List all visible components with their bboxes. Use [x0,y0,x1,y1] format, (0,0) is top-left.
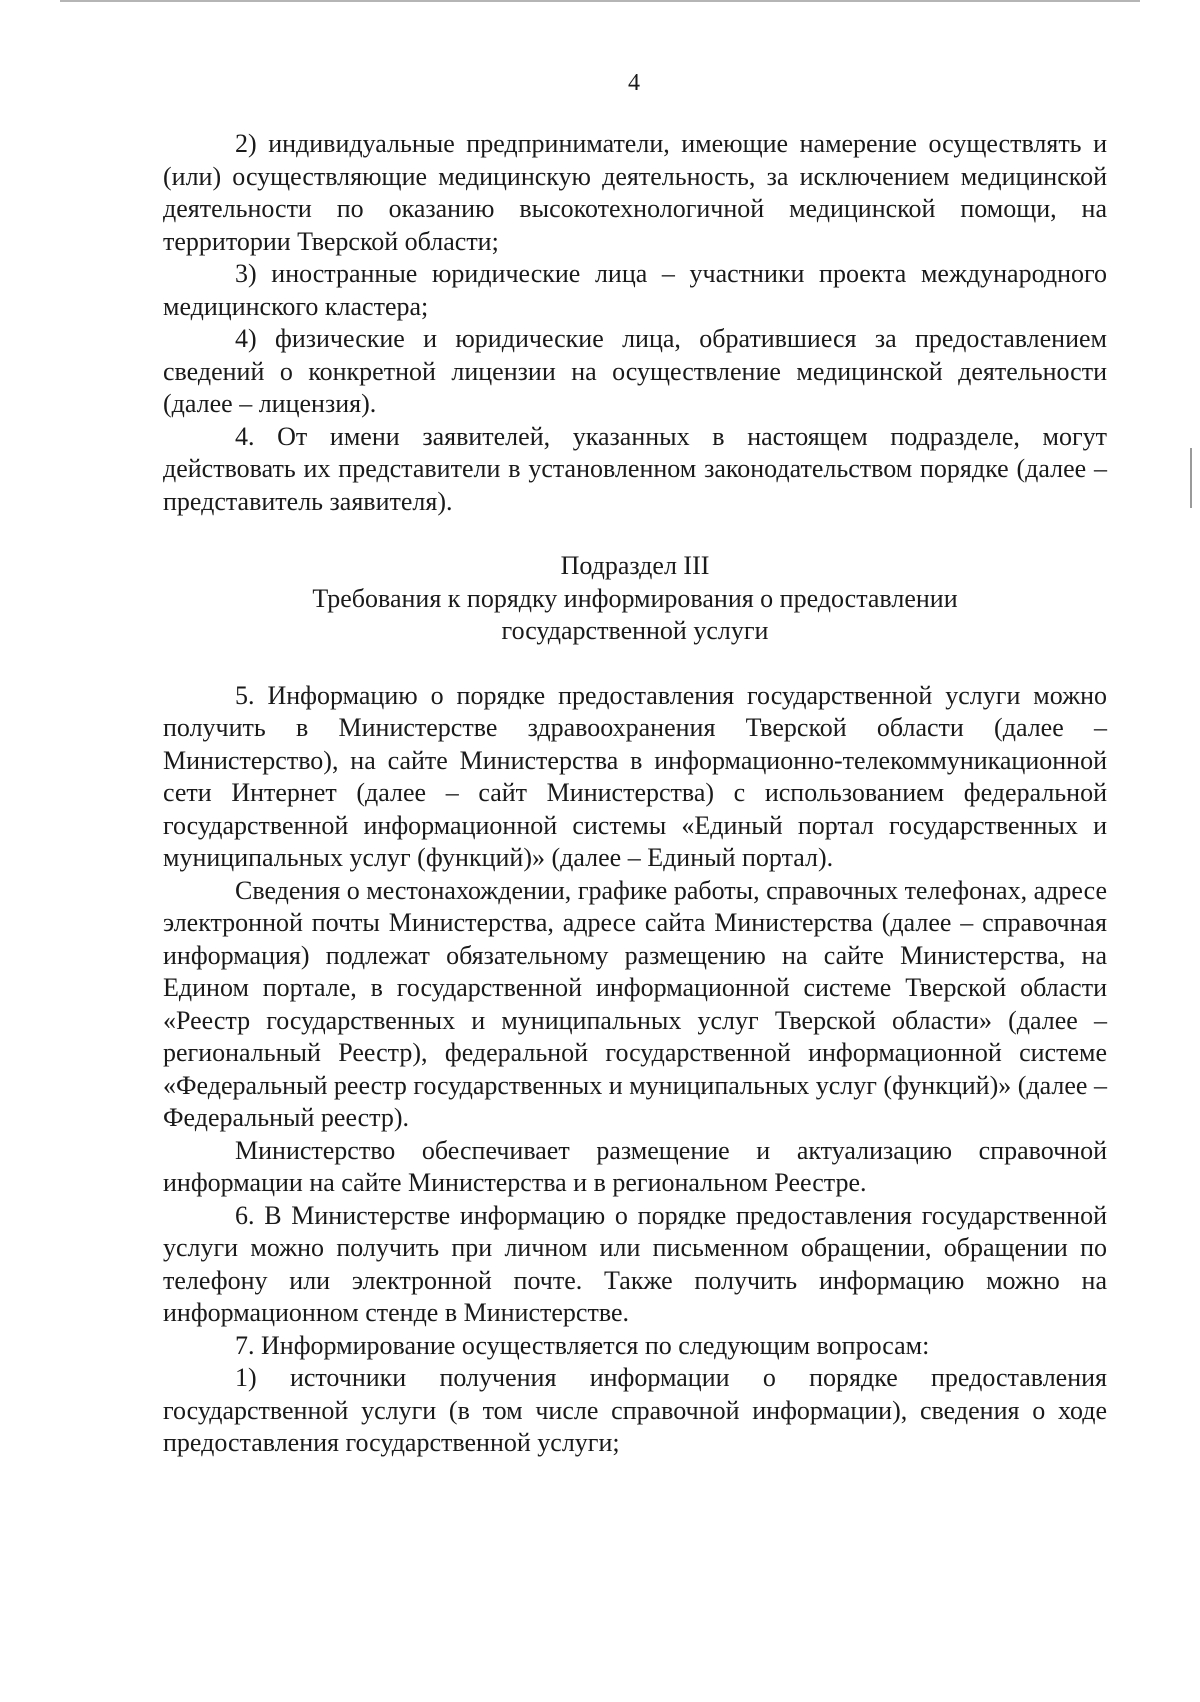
paragraph-ministry-duty: Министерство обеспечивает размещение и актуализацию справочной информации на сайте Министерства и в региональном Реестре. [163,1135,1107,1197]
scan-edge-top [60,0,1140,2]
paragraph-clause-4: 4. От имени заявителей, указанных в настоящем подразделе, могут действовать их представители в установленном законодательством порядке (далее – представитель заявителя). [163,421,1107,516]
paragraph-clause-7-item-1: 1) источники получения информации о порядке предоставления государственной услуги (в том числе справочной информации), сведения о ходе предоставления государственной услуги; [163,1363,1107,1457]
section-label: Подраздел III [560,551,710,580]
scan-mark-right [1190,448,1192,508]
paragraph-clause-5: 5. Информацию о порядке предоставления государственной услуги можно получить в Министерстве здравоохранения Тверской области (далее – Министерство), на сайте Министерства в информационно-телекоммуникационной сети Интернет (далее – сайт Министерства) с использованием федеральной государственной информационной системы «Единый портал государственных и муниципальных услуг (функций)» (далее – Единый портал). [163,680,1107,872]
paragraph-clause-7: 7. Информирование осуществляется по следующим вопросам: [235,1330,930,1360]
paragraph-item-3: 3) иностранные юридические лица – участники проекта международного медицинского кластера; [163,259,1107,321]
section-title-line-2: государственной услуги [501,616,769,645]
paragraph-reference-info: Сведения о местонахождении, графике работы, справочных телефонах, адресе электронной почты Министерства, адресе сайта Министерства (далее – справочная информация) подлежат обязательному размещению на сайте Министерства, на Едином портале, в государственной информационной системе Тверской области «Реестр государственных и муниципальных услуг Тверской области» (далее – региональный Реестр), федеральной государственной информационной системе «Федеральный реестр государственных и муниципальных услуг (функций)» (далее – Федеральный реестр). [163,875,1107,1132]
paragraph-item-4: 4) физические и юридические лица, обратившиеся за предоставлением сведений о конкретной лицензии на осуществление медицинской деятельности (далее – лицензия). [163,324,1107,418]
section-heading [163,550,1107,648]
section-title-line-1: Требования к порядку информирования о предоставлении [312,583,958,613]
paragraph-item-2: 2) индивидуальные предприниматели, имеющие намерение осуществлять и (или) осуществляющие медицинскую деятельность, за исключением медицинской деятельности по оказанию высокотехнологичной медицинской помощи, на территории Тверской области; [163,129,1107,256]
page-number: 4 [628,70,640,96]
paragraph-clause-6: 6. В Министерстве информацию о порядке предоставления государственной услуги можно получить при личном или письменном обращении, обращении по телефону или электронной почте. Также получить информацию можно на информационном стенде в Министерстве. [163,1200,1107,1327]
document-body [163,128,1107,1460]
